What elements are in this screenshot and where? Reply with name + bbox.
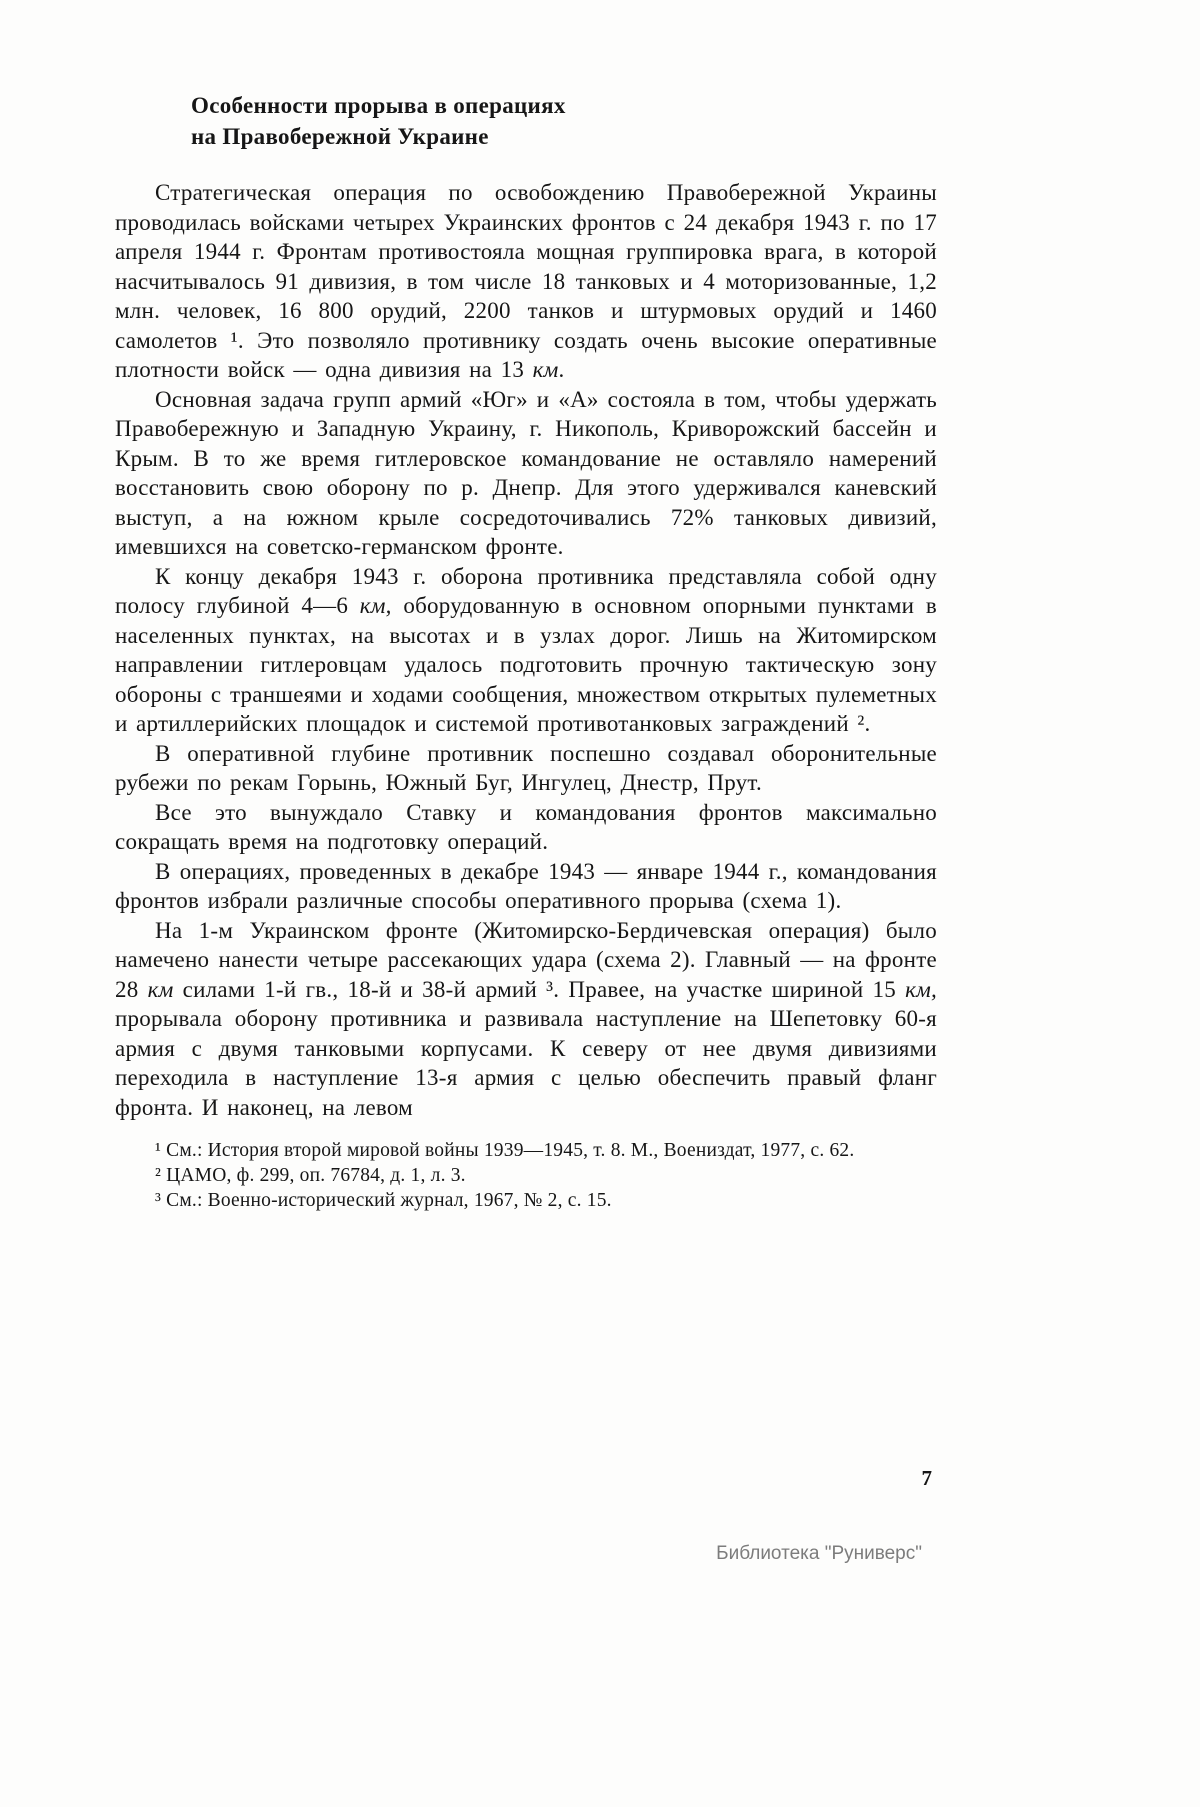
footnotes bbox=[115, 1138, 937, 1213]
heading-line-1: Особенности прорыва в операциях bbox=[191, 93, 566, 118]
text-run: оборудованную в основном опорными пунктами в населенных пунктах, на высотах и в узлах дорог. Лишь на Житомирском направлении гитлеровцам удалось подготовить прочную тактическую зону обороны с траншеями и ходами сообщения, множеством открытых пулеметных и артиллерийских площадок и системой противотанковых заграждений ². bbox=[115, 593, 938, 736]
paragraph bbox=[115, 798, 937, 857]
text-run: силами 1-й гв., 18-й и 38-й армий ³. Правее, на участке шириной 15 bbox=[173, 976, 906, 1002]
body-text bbox=[115, 178, 937, 1122]
paragraph bbox=[115, 385, 937, 562]
text-run: Основная задача групп армий «Юг» и «А» состояла в том, чтобы удержать Правобережную и Западную Украину, г. Никополь, Криворожский бассейн и Крым. В то же время гитлеровское командование не оставляло намерений восстановить свою оборону по р. Днепр. Для этого удерживался каневский выступ, а на южном крыле сосредоточивались 72% танковых дивизий, имевшихся на советско-германском фронте. bbox=[115, 386, 937, 559]
paragraph bbox=[115, 178, 937, 385]
text-run-italic: км, bbox=[359, 593, 392, 618]
page-content bbox=[115, 90, 937, 1213]
text-run-italic: км, bbox=[905, 976, 937, 1002]
paragraph bbox=[115, 739, 937, 798]
heading-line-2: на Правобережной Украине bbox=[191, 124, 489, 149]
footnote: ² ЦАМО, ф. 299, оп. 76784, д. 1, л. 3. bbox=[155, 1165, 466, 1186]
page-number: 7 bbox=[921, 1466, 932, 1490]
text-run: К концу декабря 1943 г. оборона противника представляла собой одну полосу глубиной 4—6 bbox=[115, 563, 937, 618]
text-run: Все это вынуждало Ставку и командования фронтов максимально сокращать время на подготовку операций. bbox=[115, 799, 937, 854]
paragraph bbox=[115, 916, 937, 1123]
text-run: Стратегическая операция по освобождению Правобережной Украины проводилась войсками четырех Украинских фронтов с 24 декабря 1943 г. по 17 апреля 1944 г. Фронтам противостояла мощная группировка врага, в которой насчитывалось 91 дивизия, в том числе 18 танковых и 4 моторизованные, 1,2 млн. человек, 16 800 орудий, 2200 танков и штурмовых орудий и 1460 самолетов ¹. Это позволяло противнику создать очень высокие оперативные плотности войск — одна дивизия на 13 bbox=[115, 180, 937, 382]
text-run: В операциях, проведенных в декабре 1943 — январе 1944 г., командования фронтов избрали различные способы оперативного прорыва (схема 1). bbox=[115, 858, 937, 913]
text-run: В оперативной глубине противник поспешно создавал оборонительные рубежи по рекам Горынь, Южный Буг, Ингулец, Днестр, Прут. bbox=[115, 740, 937, 795]
footnote: ¹ См.: История второй мировой войны 1939—1945, т. 8. М., Воениздат, 1977, с. 62. bbox=[155, 1140, 855, 1161]
text-run-italic: км bbox=[147, 976, 174, 1002]
text-run: прорывала оборону противника и развивала наступление на Шепетовку 60-я армия с двумя танковыми корпусами. К северу от нее двумя дивизиями переходила в наступление 13-я армия с целью обеспечить правый фланг фронта. И наконец, на левом bbox=[115, 1006, 937, 1120]
text-run: . bbox=[558, 357, 565, 382]
text-run: На 1-м Украинском фронте (Житомирско-Бердичевская операция) было намечено нанести четыре рассекающих удара (схема 2). Главный — на фронте 28 bbox=[115, 917, 937, 1002]
library-watermark: Библиотека "Руниверс" bbox=[716, 1543, 922, 1564]
paragraph bbox=[115, 562, 937, 739]
footnote: ³ См.: Военно-исторический журнал, 1967, № 2, с. 15. bbox=[155, 1190, 612, 1211]
text-run-italic: км bbox=[532, 357, 559, 382]
section-heading bbox=[191, 90, 937, 152]
paragraph bbox=[115, 857, 937, 916]
